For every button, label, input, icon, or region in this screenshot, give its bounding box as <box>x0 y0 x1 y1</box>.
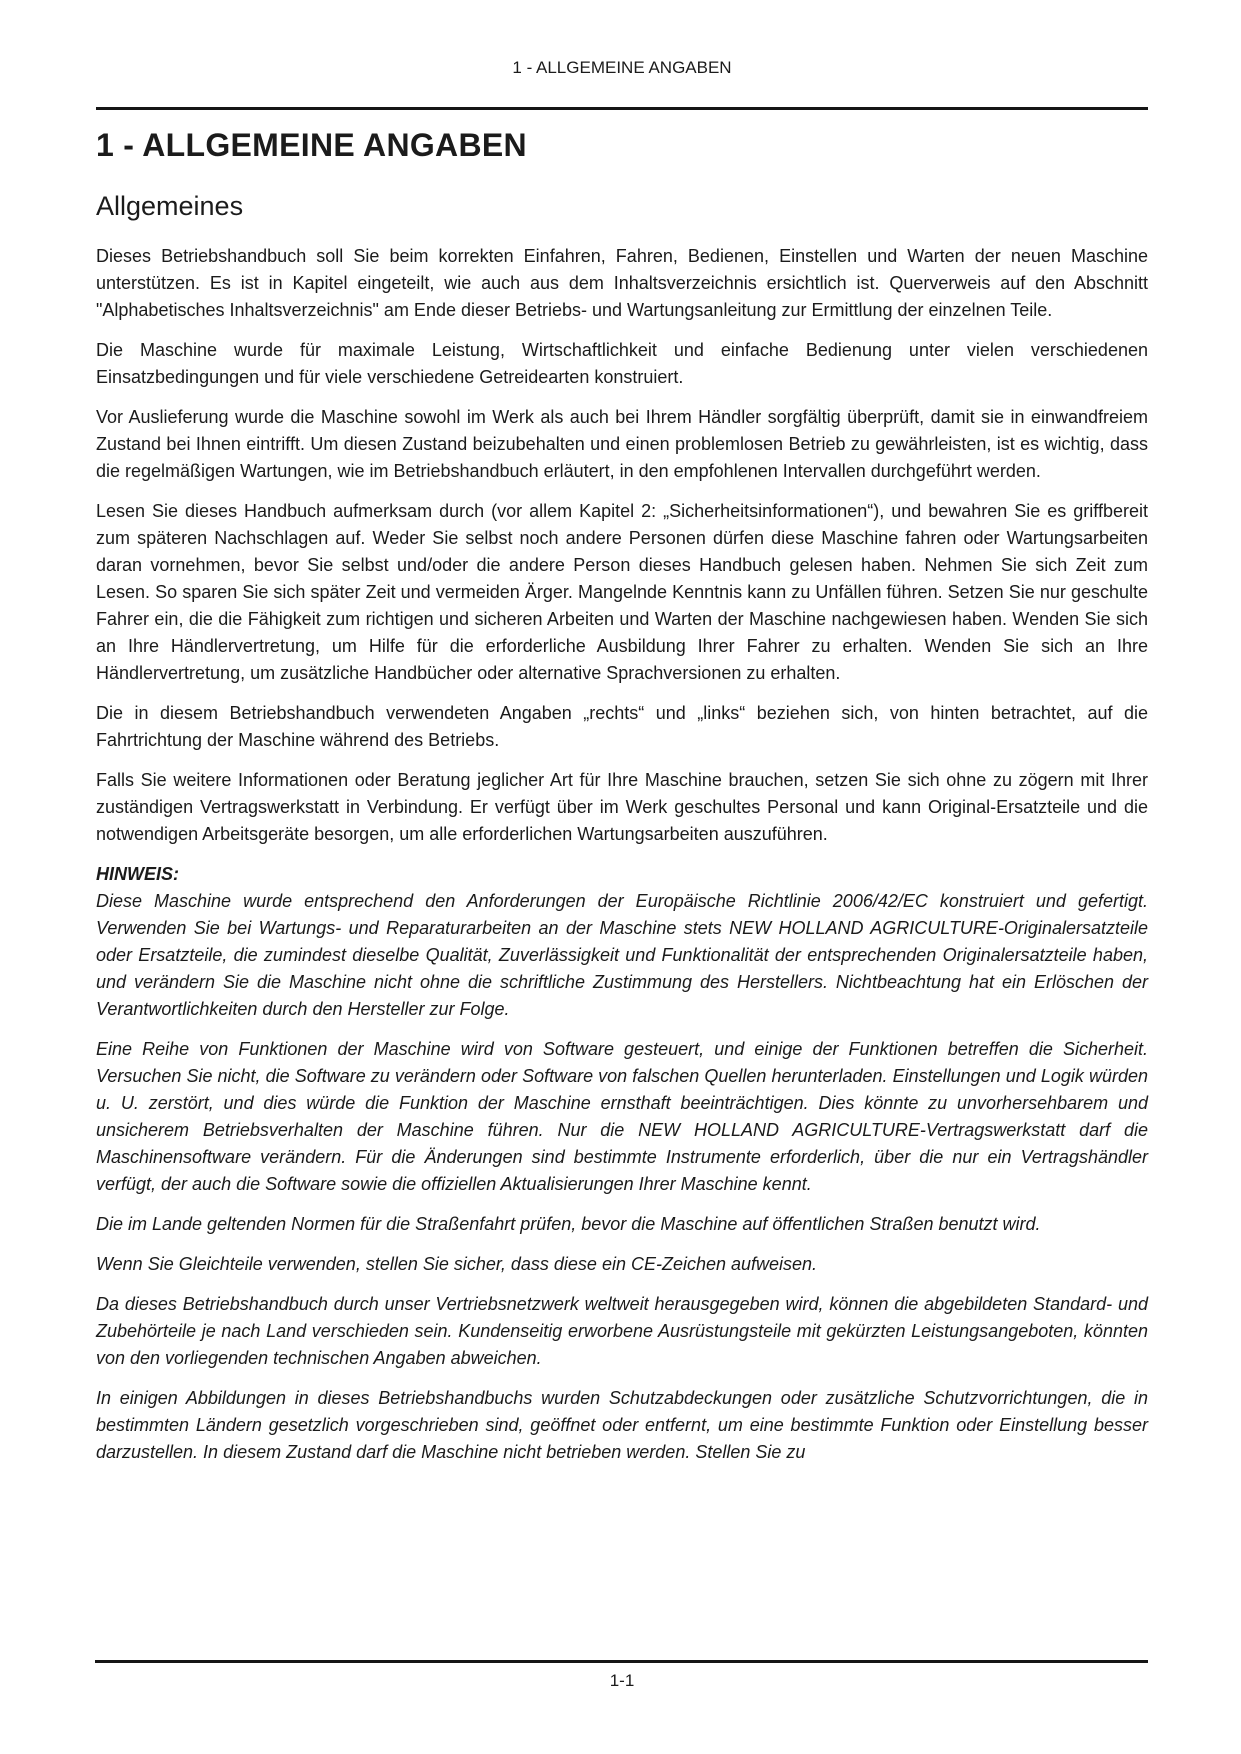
paragraph: Eine Reihe von Funktionen der Maschine wird von Software gesteuert, und einige der Funktionen betreffen die Sicherheit. Versuchen Sie nicht, die Software zu verändern oder Software von falschen Quellen herunterladen. Einstellungen und Logik würden u. U. zerstört, und dies würde die Funktion der Maschine ernsthaft beeinträchtigen. Dies könnte zu unvorhersehbarem und unsicherem Betriebsverhalten der Maschine führen. Nur die NEW HOLLAND AGRICULTURE-Vertragswerkstatt darf die Maschinensoftware verändern. Für die Änderungen sind bestimmte Instrumente erforderlich, über die nur ein Vertragshändler verfügt, der auch die Software sowie die offiziellen Aktualisierungen Ihrer Maschine kennt. <box>96 1039 1148 1194</box>
paragraph: Falls Sie weitere Informationen oder Beratung jeglicher Art für Ihre Maschine brauchen, setzen Sie sich ohne zu zögern mit Ihrer zuständigen Vertragswerkstatt in Verbindung. Er verfügt über im Werk geschultes Personal und kann Original-Ersatzteile und die notwendigen Arbeitsgeräte besorgen, um alle erforderlichen Wartungsarbeiten auszuführen. <box>96 770 1148 844</box>
paragraph: Vor Auslieferung wurde die Maschine sowohl im Werk als auch bei Ihrem Händler sorgfältig überprüft, damit sie in einwandfreiem Zustand bei Ihnen eintrifft. Um diesen Zustand beizubehalten und einen problemlosen Betrieb zu gewährleisten, ist es wichtig, dass die regelmäßigen Wartungen, wie im Betriebshandbuch erläutert, in den empfohlenen Intervallen durchgeführt werden. <box>96 407 1148 481</box>
note-paragraphs <box>96 888 1148 1466</box>
paragraph: Dieses Betriebshandbuch soll Sie beim korrekten Einfahren, Fahren, Bedienen, Einstellen und Warten der neuen Maschine unterstützen. Es ist in Kapitel eingeteilt, wie auch aus dem Inhaltsverzeichnis ersichtlich ist. Querverweis auf den Abschnitt "Alphabetisches Inhaltsverzeichnis" am Ende dieser Betriebs- und Wartungsanleitung zur Ermittlung der einzelnen Teile. <box>96 246 1148 320</box>
paragraph: Die in diesem Betriebshandbuch verwendeten Angaben „rechts“ und „links“ beziehen sich, von hinten betrachtet, auf die Fahrtrichtung der Maschine während des Betriebs. <box>96 703 1148 750</box>
paragraph: In einigen Abbildungen in dieses Betriebshandbuchs wurden Schutzabdeckungen oder zusätzliche Schutzvorrichtungen, die in bestimmten Ländern gesetzlich vorgeschrieben sind, geöffnet oder entfernt, um eine bestimmte Funktion oder Einstellung besser darzustellen. In diesem Zustand darf die Maschine nicht betrieben werden. Stellen Sie zu <box>96 1388 1148 1462</box>
paragraph: Lesen Sie dieses Handbuch aufmerksam durch (vor allem Kapitel 2: „Sicherheitsinformationen“), und bewahren Sie es griffbereit zum späteren Nachschlagen auf. Weder Sie selbst noch andere Personen dürfen diese Maschine fahren oder Wartungsarbeiten daran vornehmen, bevor Sie selbst und/oder die andere Person dieses Handbuch gelesen haben. Nehmen Sie sich Zeit zum Lesen. So sparen Sie sich später Zeit und vermeiden Ärger. Mangelnde Kenntnis kann zu Unfällen führen. Setzen Sie nur geschulte Fahrer ein, die die Fähigkeit zum richtigen und sicheren Arbeiten und Warten der Maschine nachgewiesen haben. Wenden Sie sich an Ihre Händlervertretung, um Hilfe für die erforderliche Ausbildung Ihrer Fahrer zu erhalten. Wenden Sie sich an Ihre Händlervertretung, um zusätzliche Handbücher oder alternative Sprachversionen zu erhalten. <box>96 501 1148 683</box>
running-header: 1 - ALLGEMEINE ANGABEN <box>512 58 732 77</box>
page-number: 1-1 <box>609 1671 635 1690</box>
paragraph: Da dieses Betriebshandbuch durch unser Vertriebsnetzwerk weltweit herausgegeben wird, können die abgebildeten Standard- und Zubehörteile je nach Land verschieden sein. Kundenseitig erworbene Ausrüstungsteile mit gekürzten Leistungsangeboten, könnten von den vorliegenden technischen Angaben abweichen. <box>96 1294 1148 1368</box>
chapter-title: 1 - ALLGEMEINE ANGABEN <box>96 127 527 163</box>
section-title: Allgemeines <box>96 191 244 221</box>
paragraph: Diese Maschine wurde entsprechend den Anforderungen der Europäische Richtlinie 2006/42/EC konstruiert und gefertigt. Verwenden Sie bei Wartungs- und Reparaturarbeiten an der Maschine stets NEW HOLLAND AGRICULTURE-Originalersatzteile oder Ersatzteile, die zumindest dieselbe Qualität, Zuverlässigkeit und Funktionalität der entsprechenden Originalersatzteile haben, und verändern Sie die Maschine nicht ohne die schriftliche Zustimmung des Herstellers. Nichtbeachtung hat ein Erlöschen der Verantwortlichkeiten durch den Hersteller zur Folge. <box>96 891 1148 1019</box>
paragraph: Wenn Sie Gleichteile verwenden, stellen Sie sicher, dass diese ein CE-Zeichen aufweisen. <box>96 1254 818 1274</box>
paragraph: Die im Lande geltenden Normen für die Straßenfahrt prüfen, bevor die Maschine auf öffentlichen Straßen benutzt wird. <box>96 1214 1041 1234</box>
note-label: HINWEIS: <box>96 864 179 884</box>
footer-rule <box>95 1660 1148 1663</box>
header-rule <box>96 107 1148 110</box>
paragraph: Die Maschine wurde für maximale Leistung, Wirtschaftlichkeit und einfache Bedienung unter vielen verschiedenen Einsatzbedingungen und für viele verschiedene Getreidearten konstruiert. <box>96 340 1148 387</box>
body-paragraphs <box>96 243 1148 848</box>
